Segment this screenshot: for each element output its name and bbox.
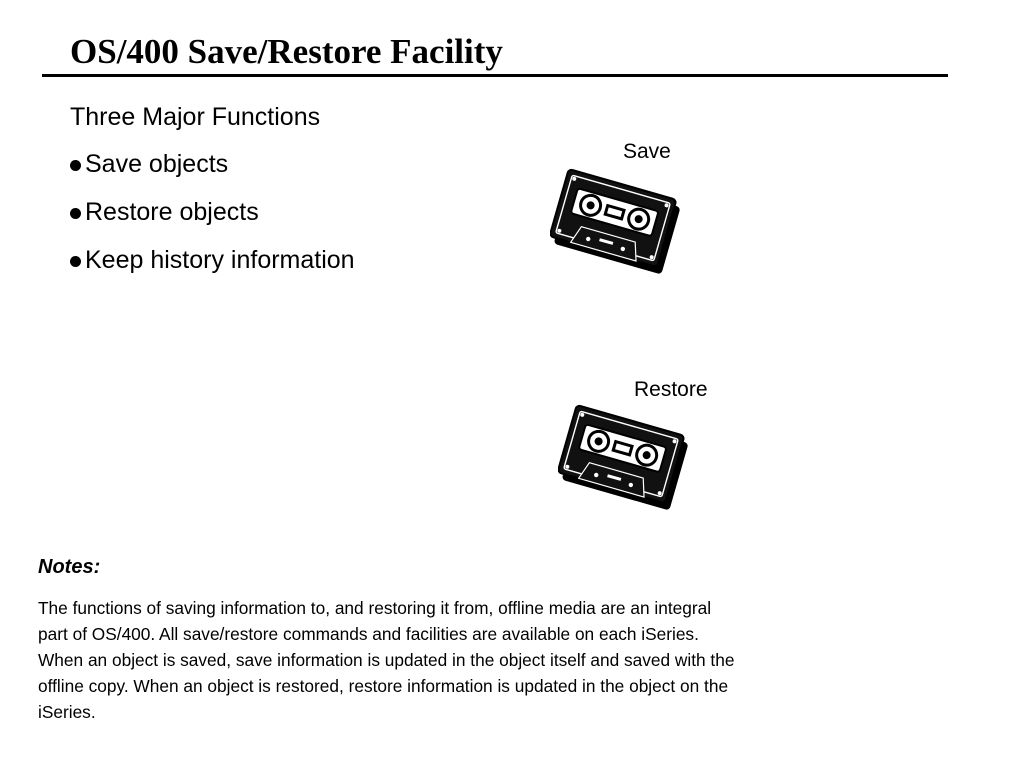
restore-cassette-icon [558,404,693,516]
notes-line: When an object is saved, save information is updated in the object itself and saved with the [38,650,735,670]
save-cassette-icon [550,168,685,280]
notes-heading: Notes: [38,556,101,578]
functions-list [68,148,355,292]
list-item [68,148,355,196]
page-title: OS/400 Save/Restore Facility [70,32,503,71]
notes-line: part of OS/400. All save/restore commands and facilities are available on each iSeries. [38,624,699,644]
bullet-text: Restore objects [85,198,259,226]
notes-line: iSeries. [38,702,96,722]
bullet-icon [70,256,81,267]
list-item [68,196,355,244]
functions-subheading: Three Major Functions [70,103,321,131]
bullet-icon [70,160,81,171]
notes-line: offline copy. When an object is restored, restore information is updated in the object on the [38,676,729,696]
list-item [68,244,355,292]
title-underline [42,74,948,77]
bullet-icon [70,208,81,219]
notes-body [38,595,858,725]
restore-label: Restore [634,378,708,401]
notes-line: The functions of saving information to, and restoring it from, offline media are an integral [38,598,712,618]
bullet-text: Save objects [85,150,229,178]
save-label: Save [623,140,671,163]
bullet-text: Keep history information [85,246,355,274]
